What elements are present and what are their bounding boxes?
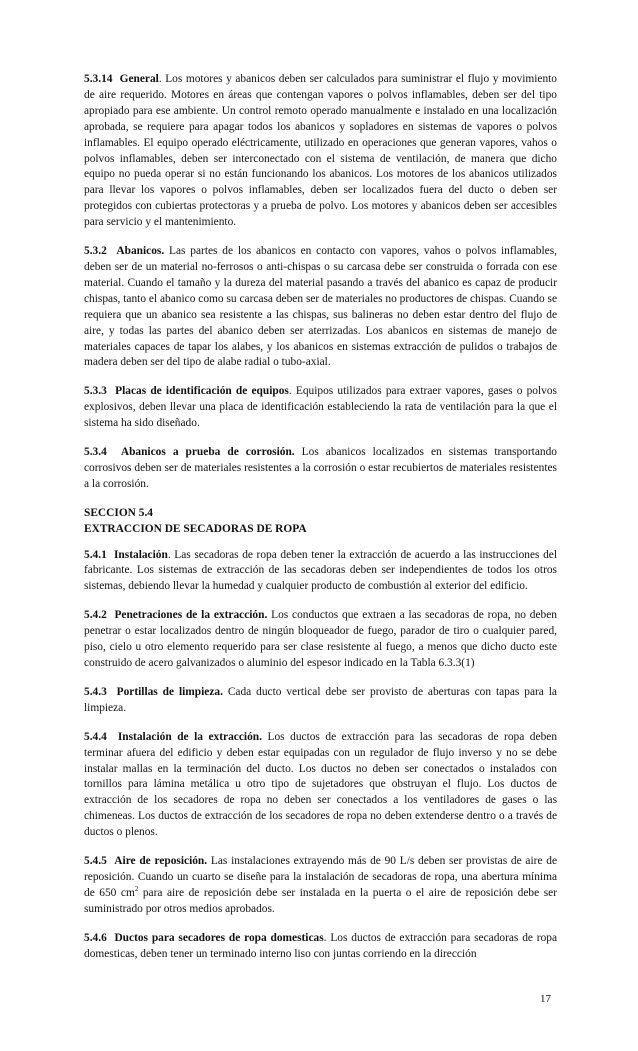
- section-title: Instalación: [114, 548, 168, 561]
- section-heading: [84, 506, 557, 538]
- section-number: 5.4.3: [84, 685, 107, 698]
- paragraph-5-4-6: [84, 931, 557, 963]
- heading-5-3-14: [84, 73, 159, 85]
- section-title: Aire de reposición.: [114, 855, 208, 868]
- paragraph-5-4-3: [84, 685, 557, 717]
- section-number: 5.3.3: [84, 385, 107, 398]
- heading-5-4-4: [84, 731, 262, 743]
- paragraph-text: Las instalaciones extrayendo más de 90 L/s deben ser provistas de aire de reposición. Cuando un cuarto se diseñe para la instalación de secadoras de ropa, una abertura mínima de 650 cm: [84, 855, 557, 899]
- paragraph-5-4-1: [84, 548, 557, 596]
- section-title: General: [119, 73, 159, 85]
- paragraph-text: . Los motores y abanicos deben ser calculados para suministrar el flujo y movimiento de aire requerido. Motores en áreas que contengan vapores o polvos inflamables, deben ser del tipo apropiado para ese ambiente. Un control remoto operado manualmente e instalado en una localización aprobada, se requiere para apagar todos los abanicos y sopladores en sistemas de vapores o polvos inflamables. El equipo operado eléctricamente, utilizado en operaciones que generan vapores, vahos o polvos inflamables, deben ser interconectado con el sistema de ventilación, de manera que dicho equipo no pueda operar si no están funcionando los abanicos. Los motores de los abanicos utilizados para llevar los vapores o polvos inflamables, deben ser localizados fuera del ducto o deben ser protegidos con cubiertas protectoras y a prueba de polvo. Los motores y abanicos deben ser accesibles para servicio y el mantenimiento.: [84, 73, 558, 229]
- section-number: 5.3.14: [84, 73, 113, 85]
- section-title: Portillas de limpieza.: [116, 685, 223, 698]
- section-title: Instalación de la extracción.: [117, 730, 262, 743]
- heading-5-4-1: [84, 549, 168, 561]
- heading-5-4-2: [84, 609, 267, 621]
- section-title: Ductos para secadores de ropa domesticas: [114, 931, 324, 944]
- section-title: Placas de identificación de equipos: [115, 385, 289, 398]
- paragraph-text: . Equipos utilizados para extraer vapores, gases o polvos explosivos, deben llevar una placa de identificación estableciendo la rata de ventilación para la que el sistema ha sido diseñado.: [84, 385, 557, 430]
- paragraph-5-3-2: [84, 244, 557, 371]
- superscript: 2: [134, 885, 139, 894]
- paragraph-5-3-4: [84, 445, 557, 493]
- section-title: Abanicos.: [116, 245, 165, 258]
- section-title: Penetraciones de la extracción.: [114, 609, 268, 622]
- paragraph-text: Las partes de los abanicos en contacto con vapores, vahos o polvos inflamables, deben ser de un material no-ferrosos o anti-chispas o su carcasa debe ser construida o forrada con ese material. Cuando el tamaño y la dureza del material pasando a través del abanico es capaz de producir chispas, tanto el abanico como su carcasa deben ser de materiales no productores de chispas. Cuando se requiera que un abanico sea resistente a las chispas, sus balineras no deben estar dentro del flujo de aire, y todas las partes del abanico deben ser aterrizadas. Los abanicos en sistemas de manejo de materiales capaces de tapar los alabes, y los abanicos en sistemas extracción de pulidos o trabajos de madera deben ser del tipo de alabe radial o tubo-axial.: [84, 245, 557, 369]
- section-number: 5.4.2: [84, 609, 107, 622]
- paragraph-5-4-2: [84, 608, 557, 672]
- heading-5-3-2: [84, 245, 164, 257]
- section-title-heading: EXTRACCION DE SECADORAS DE ROPA: [84, 522, 307, 535]
- paragraph-text: . Los ductos de extracción para secadoras de ropa domesticas, deben tener un terminado interno liso con juntas corriendo en la dirección: [84, 931, 558, 960]
- section-number: 5.3.2: [84, 245, 107, 258]
- heading-5-4-5: [84, 855, 207, 867]
- page-body: [84, 72, 557, 976]
- paragraph-text: Cada ducto vertical debe ser provisto de aberturas con tapas para la limpieza.: [84, 685, 557, 714]
- section-number: 5.4.5: [84, 855, 107, 868]
- heading-5-4-6: [84, 932, 324, 944]
- heading-5-3-3: [84, 385, 289, 397]
- section-number: 5.4.1: [84, 548, 107, 561]
- paragraph-5-3-14: [84, 72, 557, 231]
- paragraph-5-4-5: [84, 854, 557, 918]
- paragraph-text-continued: para aire de reposición debe ser instalada en la puerta o el aire de reposición debe ser suministrado por otros medios aprobados.: [84, 886, 557, 915]
- heading-5-3-4: [84, 446, 295, 458]
- heading-5-4-3: [84, 686, 223, 698]
- section-number: 5.4.6: [84, 931, 107, 944]
- paragraph-text: Los conductos que extraen a las secadoras de ropa, no deben penetrar o estar localizados dentro de ningún bloqueador de fuego, parador de tiro o cualquier pared, piso, cielo u otro elemento requerido para ser clase resistente al fuego, a menos que dicho ducto este construido de acero galvanizados o aluminio del espesor indicado en la Tabla 6.3.3(1): [84, 609, 557, 669]
- section-number: 5.3.4: [84, 446, 107, 459]
- section-title: Abanicos a prueba de corrosión.: [120, 446, 295, 459]
- paragraph-text: Los abanicos localizados en sistemas transportando corrosivos deben ser de materiales resistentes a la corrosión o estar recubiertos de materiales resistentes a la corrosión.: [84, 446, 557, 490]
- section-number: 5.4.4: [84, 730, 107, 743]
- section-number-heading: SECCION 5.4: [84, 506, 153, 519]
- paragraph-5-4-4: [84, 730, 557, 841]
- paragraph-text: Los ductos de extracción para las secadoras de ropa deben terminar afuera del edificio y deben estar equipadas con un regulador de flujo inverso y no se debe instalar mallas en la terminación del ducto. Los ductos no deben ser conectados o instalados con tornillos para lámina metálica u otro tipo de sujetadores que obstruyan el flujo. Los ductos de extracción de los secadores de ropa no deben ser conectados a los ventiladores de gases o las chimeneas. Los ductos de extracción de los secadores de ropa no deben extenderse dentro o a través de ductos o plenos.: [84, 730, 558, 839]
- paragraph-text: . Las secadoras de ropa deben tener la extracción de acuerdo a las instrucciones del fabricante. Los sistemas de extracción de las secadoras deben ser independientes de todos los otros sistemas, debiendo llevar la humedad y cualquier producto de combustión al exterior del edificio.: [84, 548, 557, 593]
- paragraph-5-3-3: [84, 384, 557, 432]
- page-number: 17: [540, 993, 551, 1005]
